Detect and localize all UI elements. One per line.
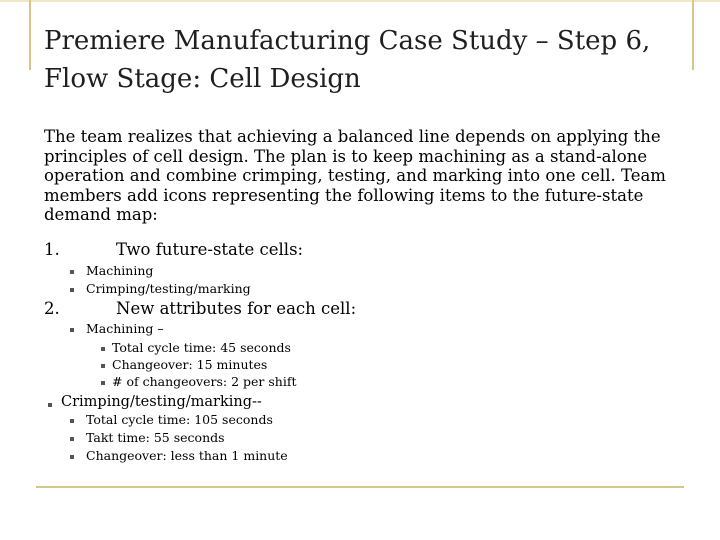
sub-item-label: Crimping/testing/marking-- [61, 394, 262, 410]
list-number: 2. [44, 299, 60, 318]
sub-item-label: Takt time: 55 seconds [86, 430, 225, 445]
right-accent-rule [692, 0, 694, 70]
intro-paragraph: The team realizes that achieving a balanced line depends on applying the principles of cell design. The plan is to keep machining as a stand-alone operation and combine crimping, testing, and marking into one cell. Team members add icons representing the following items to the future-state demand map: [44, 127, 666, 225]
title-line-1: Premiere Manufacturing Case Study – Step 6, [44, 26, 651, 56]
sub-item-label: Total cycle time: 45 seconds [112, 340, 291, 355]
sub-item-label: Changeover: 15 minutes [112, 357, 268, 372]
slide-title [44, 22, 684, 98]
sub-item-label: Changeover: less than 1 minute [86, 448, 288, 463]
square-bullet-icon [70, 288, 74, 292]
square-bullet-icon [101, 381, 105, 385]
square-bullet-icon [101, 347, 105, 351]
square-bullet-icon [70, 270, 74, 274]
square-bullet-icon [48, 403, 52, 407]
square-bullet-icon [101, 364, 105, 368]
sub-item-label: Crimping/testing/marking [86, 281, 251, 296]
square-bullet-icon [70, 419, 74, 423]
square-bullet-icon [70, 437, 74, 441]
square-bullet-icon [70, 328, 74, 332]
left-accent-rule [29, 0, 31, 70]
list-item-text: New attributes for each cell: [116, 299, 357, 318]
sub-item-label: Machining – [86, 321, 164, 336]
list-number: 1. [44, 240, 60, 259]
sub-item-label: Total cycle time: 105 seconds [86, 412, 273, 427]
sub-item-label: # of changeovers: 2 per shift [112, 374, 297, 389]
top-rule [0, 0, 720, 2]
bottom-rule [36, 486, 684, 488]
sub-item-label: Machining [86, 263, 154, 278]
list-item-text: Two future-state cells: [116, 240, 304, 259]
square-bullet-icon [70, 455, 74, 459]
title-line-2: Flow Stage: Cell Design [44, 64, 361, 94]
